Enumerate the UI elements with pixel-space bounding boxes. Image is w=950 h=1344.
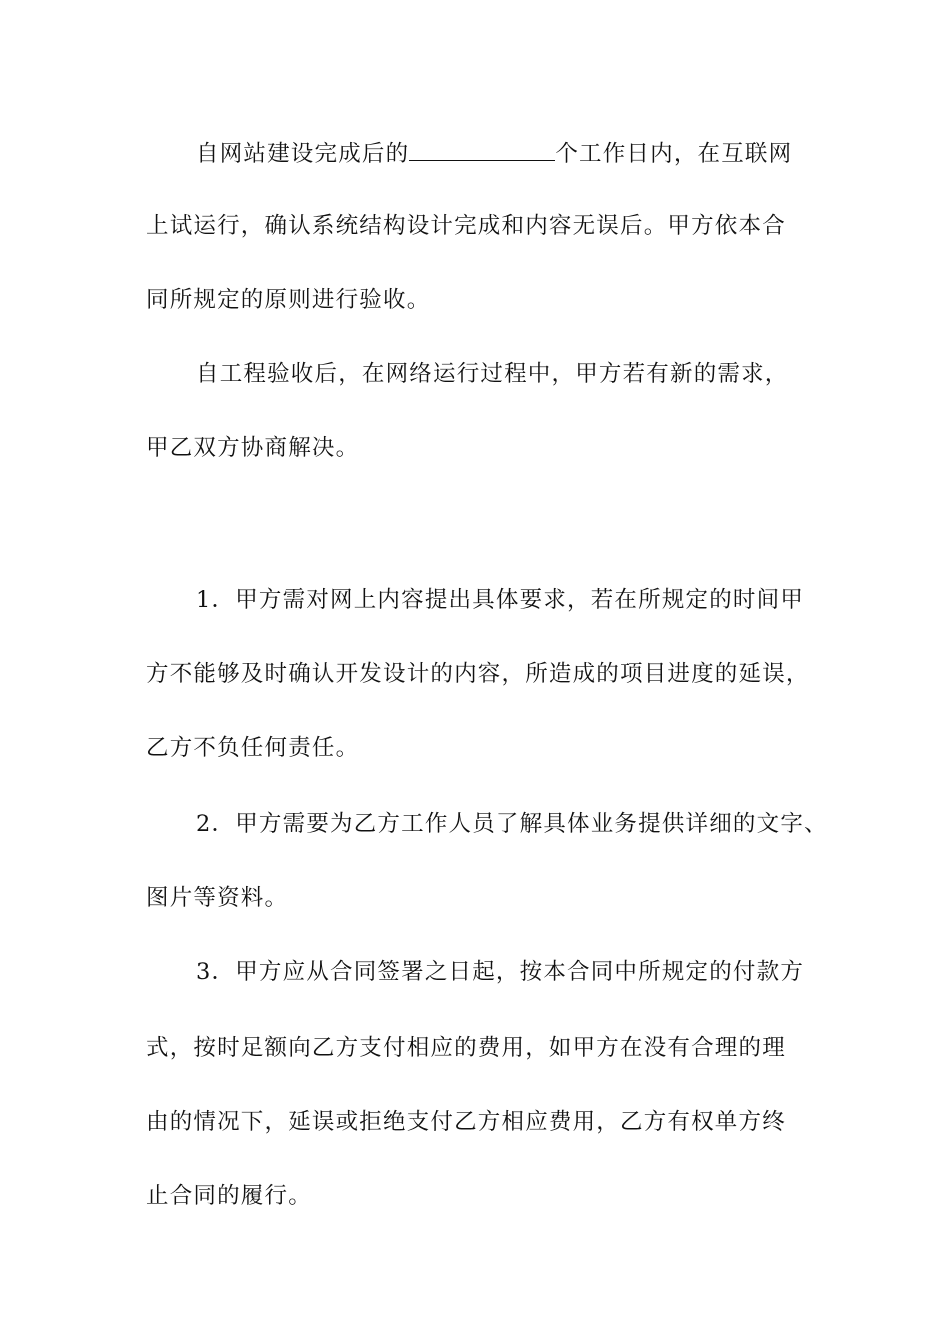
text-segment: 自网站建设完成后的 bbox=[196, 141, 410, 167]
list-item-2-line-2: 图片等资料。 bbox=[146, 885, 289, 911]
list-item-1-line-3: 乙方不负任何责任。 bbox=[146, 735, 360, 761]
text-segment: 个工作日内，在互联网 bbox=[555, 141, 793, 167]
list-item-3-line-4: 止合同的履行。 bbox=[146, 1183, 312, 1209]
paragraph-acceptance-line-3: 同所规定的原则进行验收。 bbox=[146, 287, 431, 313]
list-item-3-line-2: 式，按时足额向乙方支付相应的费用，如甲方在没有合理的理 bbox=[146, 1035, 786, 1061]
list-item-1-line-1: 1．甲方需对网上内容提出具体要求，若在所规定的时间甲 bbox=[196, 587, 805, 613]
paragraph-acceptance-line-1 bbox=[196, 138, 806, 170]
paragraph-new-requirements-line-2: 甲乙双方协商解决。 bbox=[146, 435, 360, 461]
list-item-3-line-1: 3．甲方应从合同签署之日起，按本合同中所规定的付款方 bbox=[196, 959, 805, 985]
paragraph-new-requirements-line-1: 自工程验收后，在网络运行过程中，甲方若有新的需求， bbox=[196, 361, 789, 387]
paragraph-acceptance-line-2: 上试运行，确认系统结构设计完成和内容无误后。甲方依本合 bbox=[146, 213, 786, 239]
fill-in-blank bbox=[409, 140, 555, 161]
list-item-2-line-1: 2．甲方需要为乙方工作人员了解具体业务提供详细的文字、 bbox=[196, 811, 828, 837]
list-item-3-line-3: 由的情况下，延误或拒绝支付乙方相应费用，乙方有权单方终 bbox=[146, 1109, 786, 1135]
list-item-1-line-2: 方不能够及时确认开发设计的内容，所造成的项目进度的延误， bbox=[146, 661, 810, 687]
